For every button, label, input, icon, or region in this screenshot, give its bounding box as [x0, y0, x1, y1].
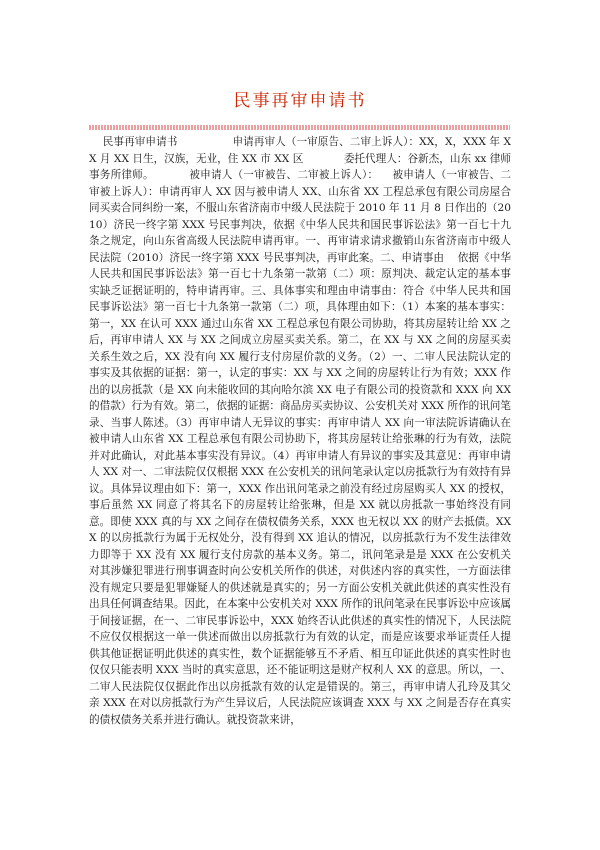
page-title: 民事再审申请书: [233, 91, 367, 111]
title-divider: [89, 125, 510, 130]
document-body: 民事再审申请书 申请再审人（一审原告、二审上诉人）：XX，X，XXX 年 XX 月 XX 日生，汉族，无业，住 XX 市 XX 区 委托代理人：谷新杰，山东 xx 律师事务所律师。 被申请人（一审被告、二审被上诉人）： 被申请人（一审被告、二审被上诉人）：申请再审人 XX 因与被申请人 XX、山东省 XX 工程总承包有限公司房屋合同买卖合同纠纷一案，不服山东省济南市中级人民法院于 2010 年 11 月 8 日作出的（2010）济民一终字第 XXX 号民事判决，依据《中华人民共和国民事诉讼法》第一百七十九条之规定，向山东省高级人民法院申请再审。一、再审请求请求撤销山东省济南市中级人民法院（2010）济民一终字第 XXX 号民事判决，再审此案。二、申请事由 依据《中华人民共和国民事诉讼法》第一百七十九条第一款第（二）项：原判决、裁定认定的基本事实缺乏证据证明的，特申请再审。三、具体事实和理由申请事由：符合《中华人民共和国民事诉讼法》第一百七十九条第一款第（二）项，具体理由如下：（1）本案的基本事实：第一，XX 在认可 XXX 通过山东省 XX 工程总承包有限公司协助，将其房屋转让给 XX 之后，再审申请人 XX 与 XX 之间成立房屋买卖关系。第二，在 XX 与 XX 之间的房屋买卖关系生效之后，XX 没有向 XX 履行支付房屋价款的义务。（2）一、二审人民法院认定的事实及其依据的证据：第一，认定的事实：XX 与 XX 之间的房屋转让行为有效；XXX 作出的以房抵款（是 XX 向未能收回的其向哈尔滨 XX 电子有限公司的投资款和 XXX 向 XX 的借款）行为有效。第二，依据的证据：商品房买卖协议、公安机关对 XXX 所作的讯问笔录、当事人陈述。（3）再审申请人无异议的事实：再审申请人 XX 向一审法院诉请确认在被申请人山东省 XX 工程总承包有限公司协助下，将其房屋转让给张琳的行为有效，法院并对此确认，对此基本事实没有异议。（4）再审申请人有异议的事实及其意见：再审申请人 XX 对一、二审法院仅仅根据 XXX 在公安机关的讯问笔录认定以房抵款行为有效持有异议。具体异议理由如下：第一，XXX 作出讯问笔录之前没有经过房屋购买人 XX 的授权，事后虽然 XX 同意了将其名下的房屋转让给张琳，但是 XX 就以房抵款一事始终没有同意。即使 XXX 真的与 XX 之间存在债权债务关系，XXX 也无权以 XX 的财产去抵债。XXX 的以房抵款行为属于无权处分，没有得到 XX 追认的情况，以房抵款行为不发生法律效力即等于 XX 没有 XX 履行支付房款的基本义务。第二，讯问笔录是是 XXX 在公安机关对其涉嫌犯罪进行刑事调查时向公安机关所作的供述，对供述内容的真实性，一方面法律没有规定只要是犯罪嫌疑人的供述就是真实的；另一方面公安机关就此供述的真实性没有出具任何调查结果。因此，在本案中公安机关对 XXX 所作的讯问笔录在民事诉讼中应该属于间接证据，在一、二审民事诉讼中，XXX 始终否认此供述的真实性的情况下，人民法院不应仅仅根据这一单一供述而做出以房抵款行为有效的认定，而是应该要求举证责任人提供其他证据证明此供述的真实性，数个证据能够互不矛盾、相互印证此供述的真实性时也仅仅只能表明 XXX 当时的真实意思，还不能证明这是财产权利人 XX 的意思。所以，一、二审人民法院仅仅据此作出以房抵款有效的认定是错误的。第三，再审申请人孔玲及其父亲 XXX 在对以房抵款行为产生异议后，人民法院应该调查 XXX 与 XX 之间是否存在真实的债权债务关系并进行确认。就投资款来讲，: [89, 136, 515, 726]
